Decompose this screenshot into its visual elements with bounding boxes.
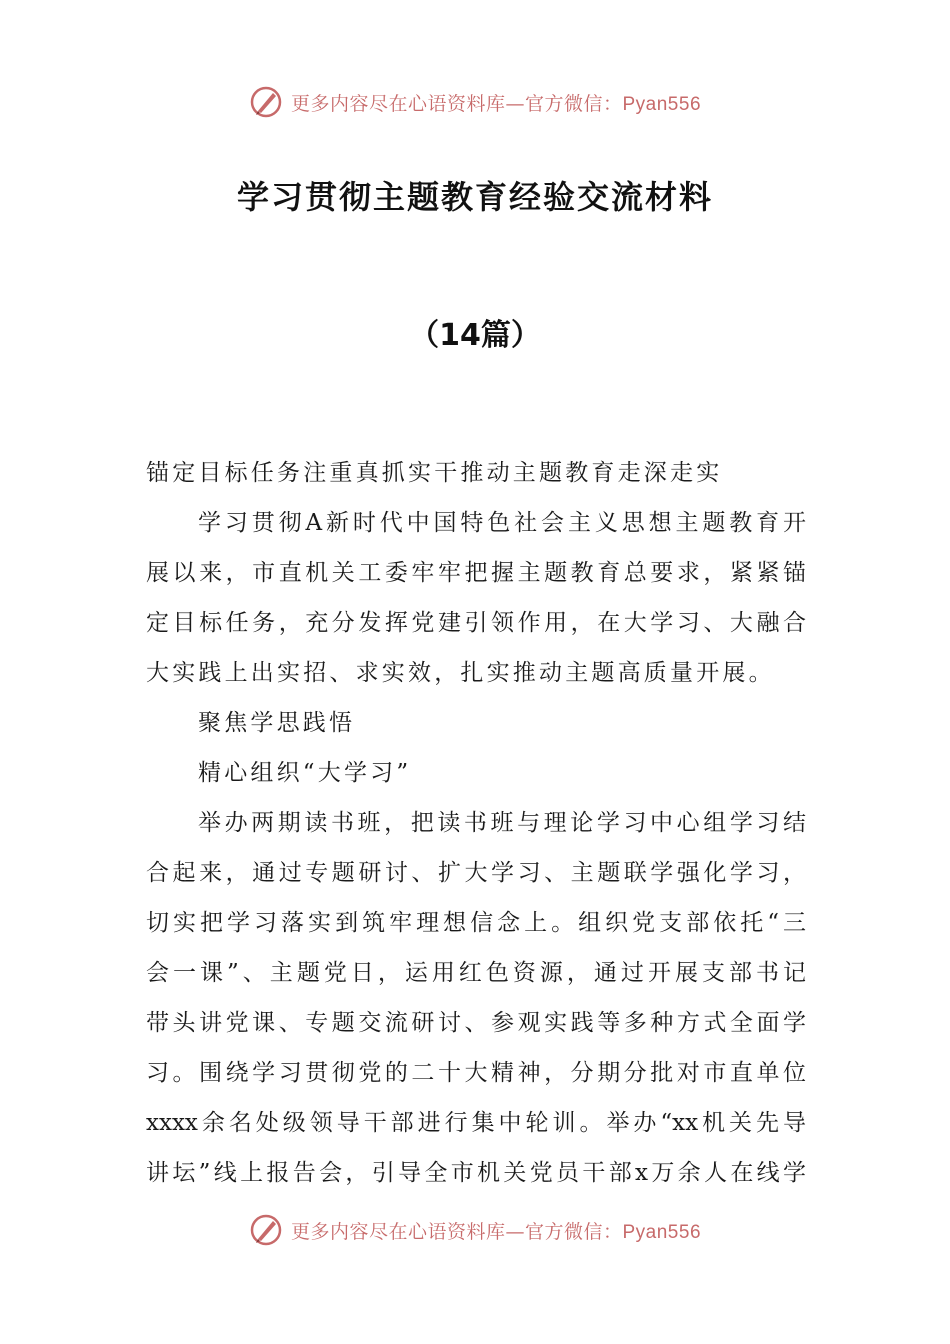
text-line: 习。围绕学习贯彻党的二十大精神，分期分批对市直单位	[146, 1060, 806, 1086]
article-body	[146, 448, 806, 1198]
text-line: 展以来，市直机关工委牢牢把握主题教育总要求，紧紧锚	[146, 560, 806, 586]
document-subtitle: （14篇）	[409, 318, 541, 353]
text-line: 大实践上出实招、求实效，扎实推动主题高质量开展。	[146, 660, 775, 686]
text-line: 带头讲党课、专题交流研讨、参观实践等多种方式全面学	[146, 1010, 806, 1036]
quill-logo-icon	[249, 1213, 283, 1247]
article-heading: 锚定目标任务注重真抓实干推动主题教育走深走实	[146, 460, 723, 486]
wechat-id: Pyan556	[622, 93, 702, 115]
text-line: 合起来，通过专题研讨、扩大学习、主题联学强化学习，	[146, 860, 806, 886]
section-heading: 聚焦学思践悟	[198, 710, 356, 736]
text-line: 举办两期读书班，把读书班与理论学习中心组学习结	[198, 810, 806, 836]
header-watermark	[0, 80, 950, 124]
document-title: 学习贯彻主题教育经验交流材料	[236, 178, 713, 216]
watermark-text: 更多内容尽在心语资料库—官方微信：Pyan556	[290, 92, 702, 115]
text-line: 学习贯彻A新时代中国特色社会主义思想主题教育开	[198, 510, 806, 536]
text-line: 会一课”、主题党日，运用红色资源，通过开展支部书记	[146, 960, 806, 986]
watermark-text: 更多内容尽在心语资料库—官方微信：Pyan556	[290, 1220, 702, 1243]
text-line: 定目标任务，充分发挥党建引领作用，在大学习、大融合	[146, 610, 806, 636]
text-line: xxxx余名处级领导干部进行集中轮训。举办“xx机关先导	[146, 1110, 806, 1136]
text-line: 切实把学习落实到筑牢理想信念上。组织党支部依托“三	[146, 910, 806, 936]
quill-logo-icon	[249, 85, 283, 119]
wechat-id: Pyan556	[622, 1221, 702, 1243]
section-subheading: 精心组织“大学习”	[198, 760, 412, 786]
text-line: 讲坛”线上报告会，引导全市机关党员干部x万余人在线学	[146, 1160, 806, 1186]
footer-watermark	[0, 1208, 950, 1252]
